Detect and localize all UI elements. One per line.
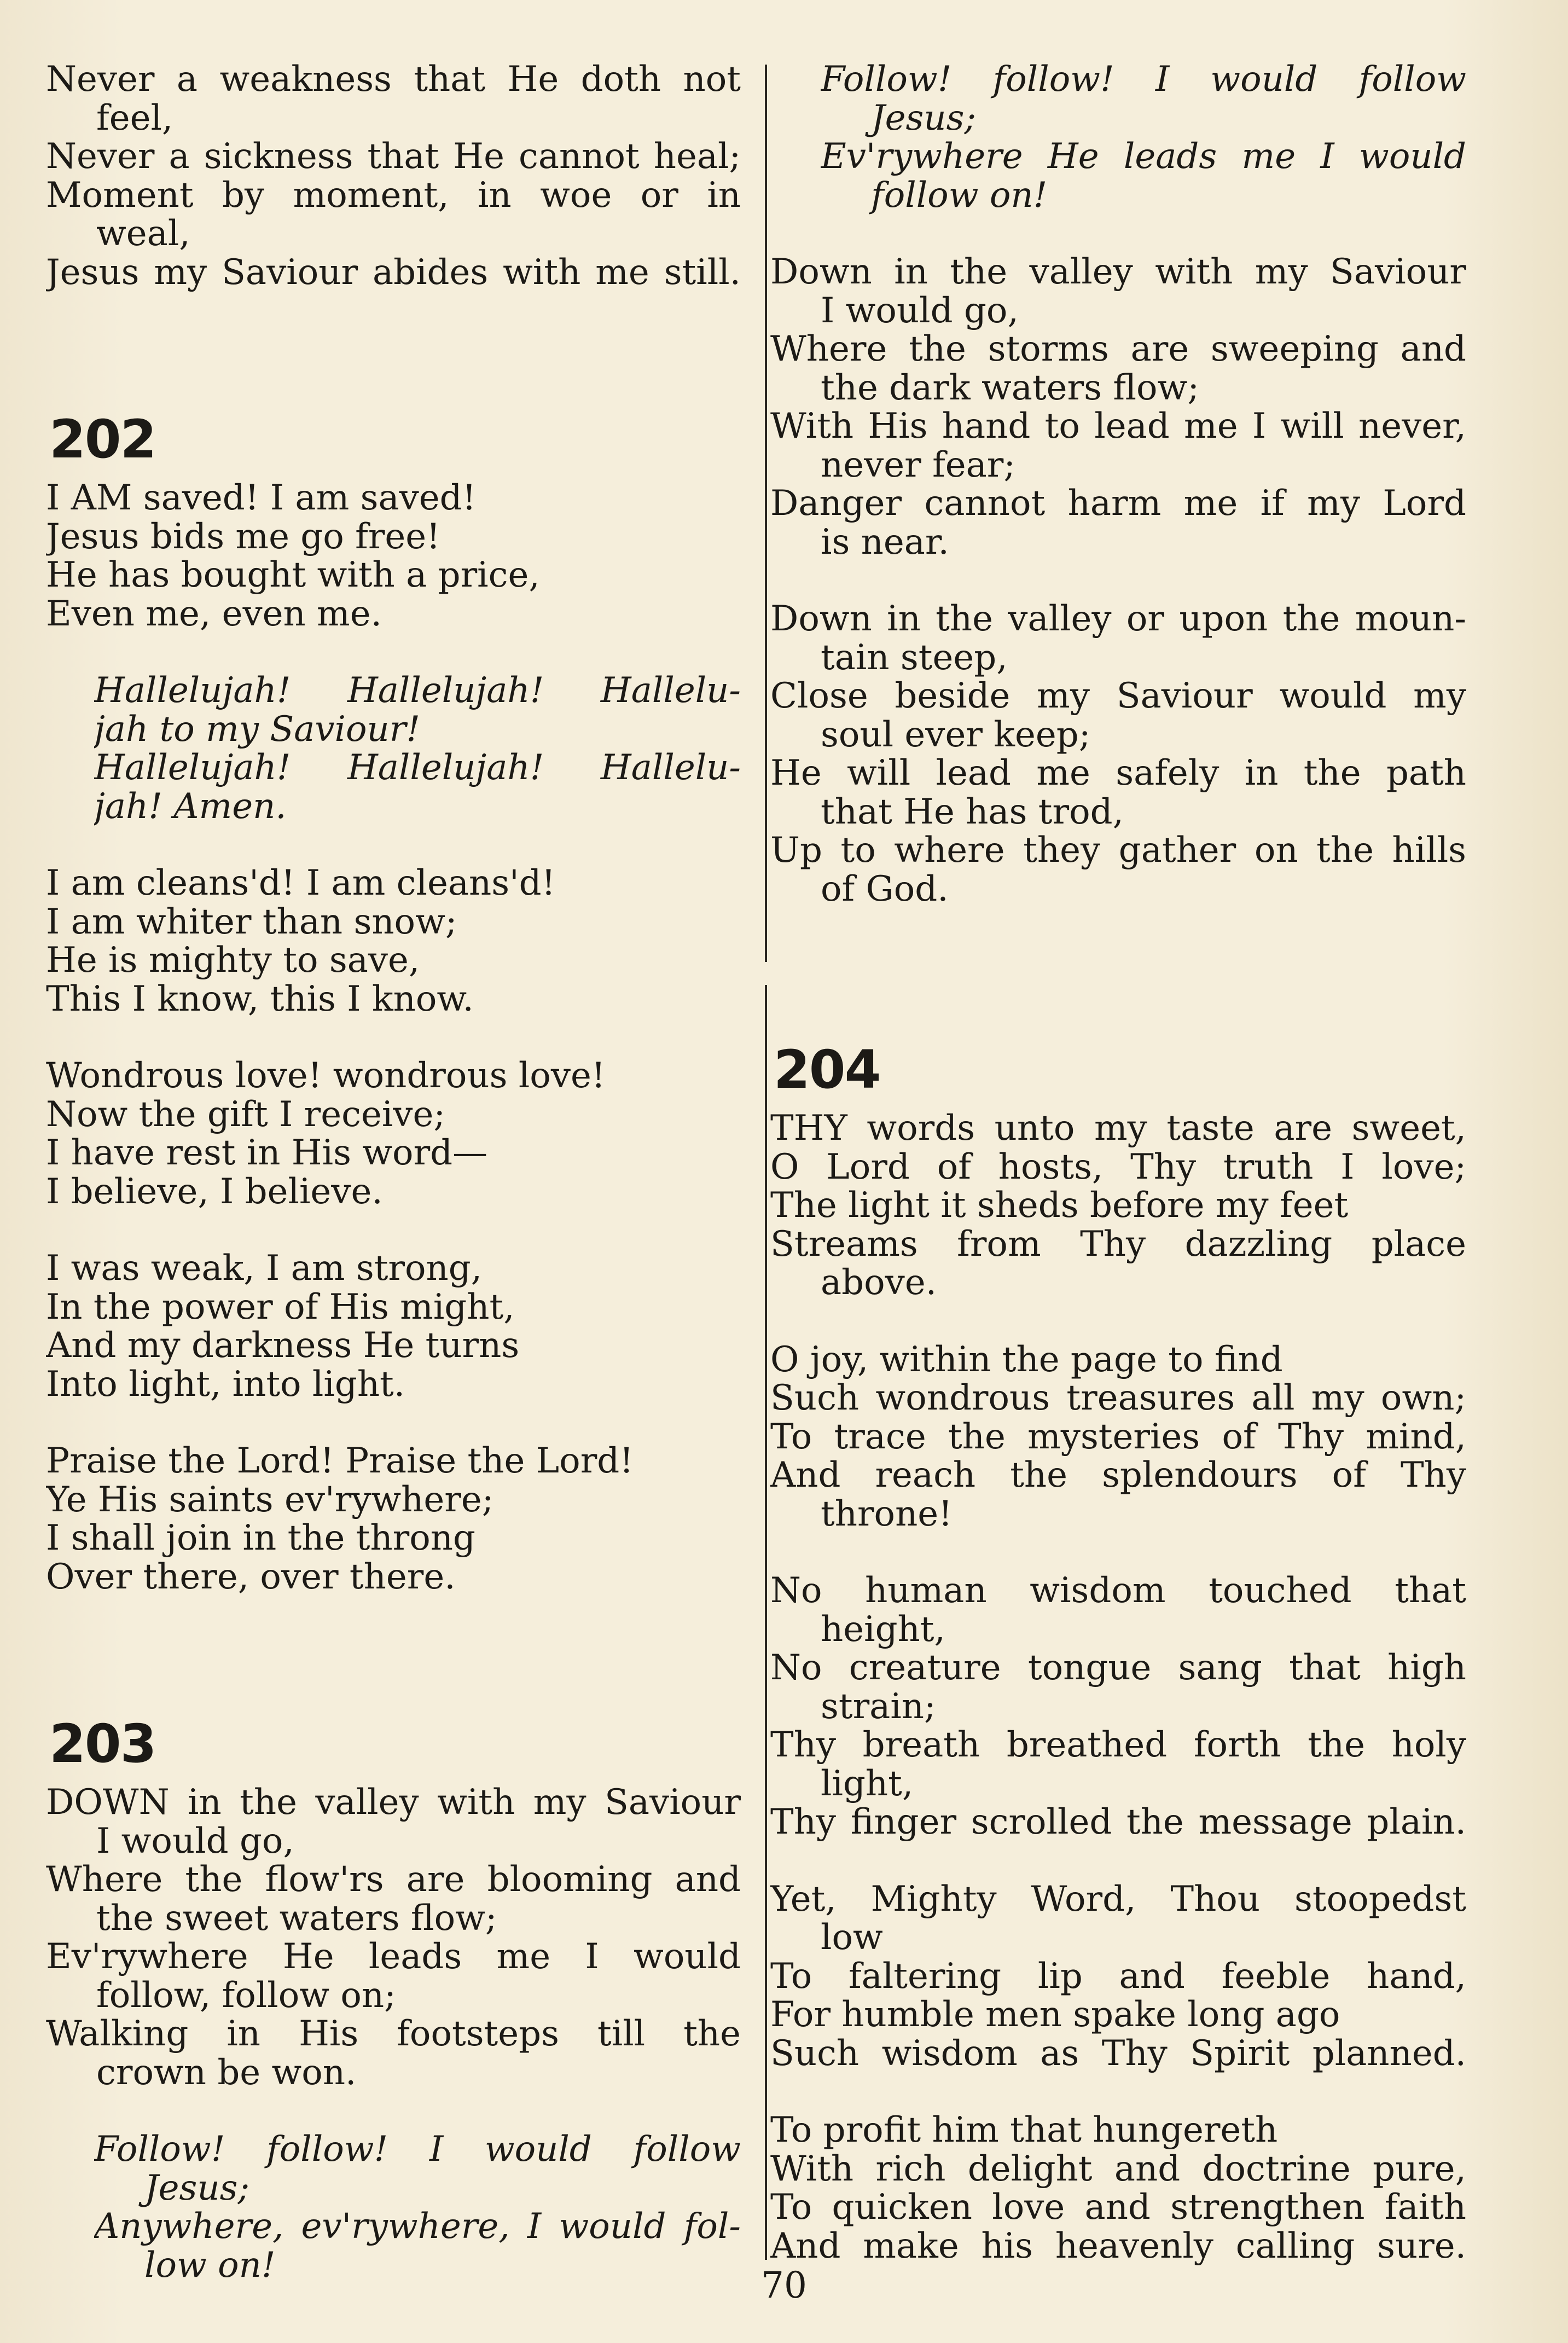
stanza xyxy=(46,1057,741,1211)
verse-line: Now the gift I receive; xyxy=(46,1095,445,1134)
verse-line: of God. xyxy=(821,869,949,908)
verse-line: Jesus my Saviour abides with me still. xyxy=(46,253,741,292)
verse-line: Such wisdom as Thy Spirit planned. xyxy=(770,2034,1466,2073)
verse-line: strain; xyxy=(821,1687,936,1726)
verse-line: throne! xyxy=(821,1494,953,1533)
verse-line: Streams from Thy dazzling place xyxy=(770,1225,1466,1263)
verse-line: Hallelujah! Hallelujah! Hallelu- xyxy=(94,749,741,787)
column-divider xyxy=(765,985,767,2260)
verse-line: He has bought with a price, xyxy=(46,556,540,595)
verse-line: Never a weakness that He doth not xyxy=(46,60,741,99)
right-column xyxy=(770,60,1466,2265)
verse-line: jah to my Saviour! xyxy=(94,710,421,749)
verse-line: To faltering lip and feeble hand, xyxy=(770,1957,1466,1996)
verse-line: weal, xyxy=(96,214,190,253)
verse-line: DOWN in the valley with my Saviour xyxy=(46,1783,741,1822)
verse-line: height, xyxy=(821,1610,945,1649)
verse-line: Never a sickness that He cannot heal; xyxy=(46,137,741,176)
verse-line: I was weak, I am strong, xyxy=(46,1249,483,1288)
verse-line: In the power of His might, xyxy=(46,1288,515,1326)
verse-line: Jesus bids me go free! xyxy=(46,517,440,556)
verse-line: Yet, Mighty Word, Thou stoopedst xyxy=(770,1880,1466,1918)
verse-line: that He has trod, xyxy=(821,792,1124,831)
verse-line: And make his heavenly calling sure. xyxy=(770,2226,1466,2265)
stanza xyxy=(770,1571,1466,1842)
stanza xyxy=(770,1109,1466,1302)
verse-line: Where the flow'rs are blooming and xyxy=(46,1860,741,1899)
verse-line: Down in the valley with my Saviour xyxy=(770,253,1466,292)
verse-line: Ye His saints ev'rywhere; xyxy=(46,1480,494,1519)
verse-line: is near. xyxy=(821,523,949,561)
verse-line: No creature tongue sang that high xyxy=(770,1649,1466,1687)
verse-line: To trace the mysteries of Thy mind, xyxy=(770,1417,1466,1456)
verse-line: Praise the Lord! Praise the Lord! xyxy=(46,1442,634,1481)
verse-line: To quicken love and strengthen faith xyxy=(770,2188,1466,2227)
verse-line: Even me, even me. xyxy=(46,594,382,633)
hymn-number: 204 xyxy=(774,1039,880,1100)
stanza xyxy=(46,1249,741,1404)
verse-line: Into light, into light. xyxy=(46,1365,405,1404)
verse-line: crown be won. xyxy=(96,2053,357,2092)
verse-line: Walking in His footsteps till the xyxy=(46,2015,741,2054)
hymn-number: 203 xyxy=(49,1713,156,1774)
verse-line: Thy finger scrolled the message plain. xyxy=(770,1803,1466,1842)
verse-line: feel, xyxy=(96,98,173,137)
left-column xyxy=(46,60,741,2323)
stanza xyxy=(46,60,741,292)
verse-line: Anywhere, ev'rywhere, I would fol- xyxy=(94,2207,741,2246)
verse-line: He is mighty to save, xyxy=(46,941,420,980)
verse-line: Where the storms are sweeping and xyxy=(770,330,1466,369)
verse-line: I shall join in the throng xyxy=(46,1519,475,1558)
chorus xyxy=(46,2130,741,2284)
verse-line: follow on! xyxy=(871,176,1048,214)
verse-line: Jesus; xyxy=(871,98,976,137)
verse-line: He will lead me safely in the path xyxy=(770,754,1466,793)
verse-line: low on! xyxy=(144,2246,276,2284)
stanza xyxy=(770,253,1466,561)
chorus xyxy=(770,60,1466,214)
verse-line: Wondrous love! wondrous love! xyxy=(46,1057,606,1095)
verse-line: O Lord of hosts, Thy truth I love; xyxy=(770,1147,1466,1186)
verse-line: I believe, I believe. xyxy=(46,1172,383,1211)
stanza xyxy=(770,1880,1466,2073)
verse-line: I am whiter than snow; xyxy=(46,902,457,941)
verse-line: Danger cannot harm me if my Lord xyxy=(770,484,1466,523)
verse-line: Close beside my Saviour would my xyxy=(770,677,1466,716)
verse-line: I am cleans'd! I am cleans'd! xyxy=(46,864,556,903)
verse-line: Ev'rywhere He leads me I would xyxy=(46,1938,741,1976)
hymn-number: 202 xyxy=(49,409,156,470)
verse-line: With rich delight and doctrine pure, xyxy=(770,2149,1466,2188)
verse-line: This I know, this I know. xyxy=(46,979,474,1018)
verse-line: O joy, within the page to find xyxy=(770,1340,1283,1379)
verse-line: jah! Amen. xyxy=(94,787,287,826)
verse-line: Jesus; xyxy=(144,2168,249,2207)
verse-line: follow, follow on; xyxy=(96,1976,396,2015)
verse-line: The light it sheds before my feet xyxy=(770,1186,1349,1225)
stanza xyxy=(770,1341,1466,1534)
verse-line: the sweet waters flow; xyxy=(96,1899,497,1938)
verse-line: Down in the valley or upon the moun- xyxy=(770,600,1466,639)
verse-line: Over there, over there. xyxy=(46,1557,456,1596)
verse-line: No human wisdom touched that xyxy=(770,1571,1466,1610)
verse-line: Thy breath breathed forth the holy xyxy=(770,1726,1466,1765)
chorus xyxy=(46,671,741,826)
verse-line: tain steep, xyxy=(821,638,1008,677)
verse-line: For humble men spake long ago xyxy=(770,1996,1340,2034)
verse-line: I AM saved! I am saved! xyxy=(46,479,477,518)
stanza xyxy=(46,479,741,633)
verse-line: Ev'rywhere He leads me I would xyxy=(821,137,1466,176)
verse-line: the dark waters flow; xyxy=(821,368,1199,407)
stanza xyxy=(46,1442,741,1596)
verse-line: Up to where they gather on the hills xyxy=(770,831,1466,870)
stanza xyxy=(770,600,1466,908)
verse-line: soul ever keep; xyxy=(821,715,1091,754)
verse-line: THY words unto my taste are sweet, xyxy=(770,1109,1466,1148)
verse-line: never fear; xyxy=(821,445,1015,484)
verse-line: Such wondrous treasures all my own; xyxy=(770,1379,1466,1418)
stanza xyxy=(46,1783,741,2092)
stanza xyxy=(770,2111,1466,2265)
verse-line: I would go, xyxy=(96,1822,294,1860)
verse-line: Hallelujah! Hallelujah! Hallelu- xyxy=(94,671,741,710)
verse-line: Follow! follow! I would follow xyxy=(821,60,1466,99)
stanza xyxy=(46,864,741,1018)
verse-line: above. xyxy=(821,1263,937,1302)
verse-line: light, xyxy=(821,1764,914,1803)
page-number: 70 xyxy=(761,2264,807,2306)
verse-line: To profit him that hungereth xyxy=(770,2111,1278,2150)
verse-line: Moment by moment, in woe or in xyxy=(46,176,741,214)
verse-line: With His hand to lead me I will never, xyxy=(770,407,1466,446)
verse-line: And my darkness He turns xyxy=(46,1326,520,1365)
column-divider xyxy=(765,65,767,962)
verse-line: And reach the splendours of Thy xyxy=(770,1456,1466,1495)
verse-line: I have rest in His word— xyxy=(46,1134,488,1173)
verse-line: low xyxy=(821,1918,883,1957)
verse-line: I would go, xyxy=(821,291,1019,330)
verse-line: Follow! follow! I would follow xyxy=(94,2130,741,2169)
